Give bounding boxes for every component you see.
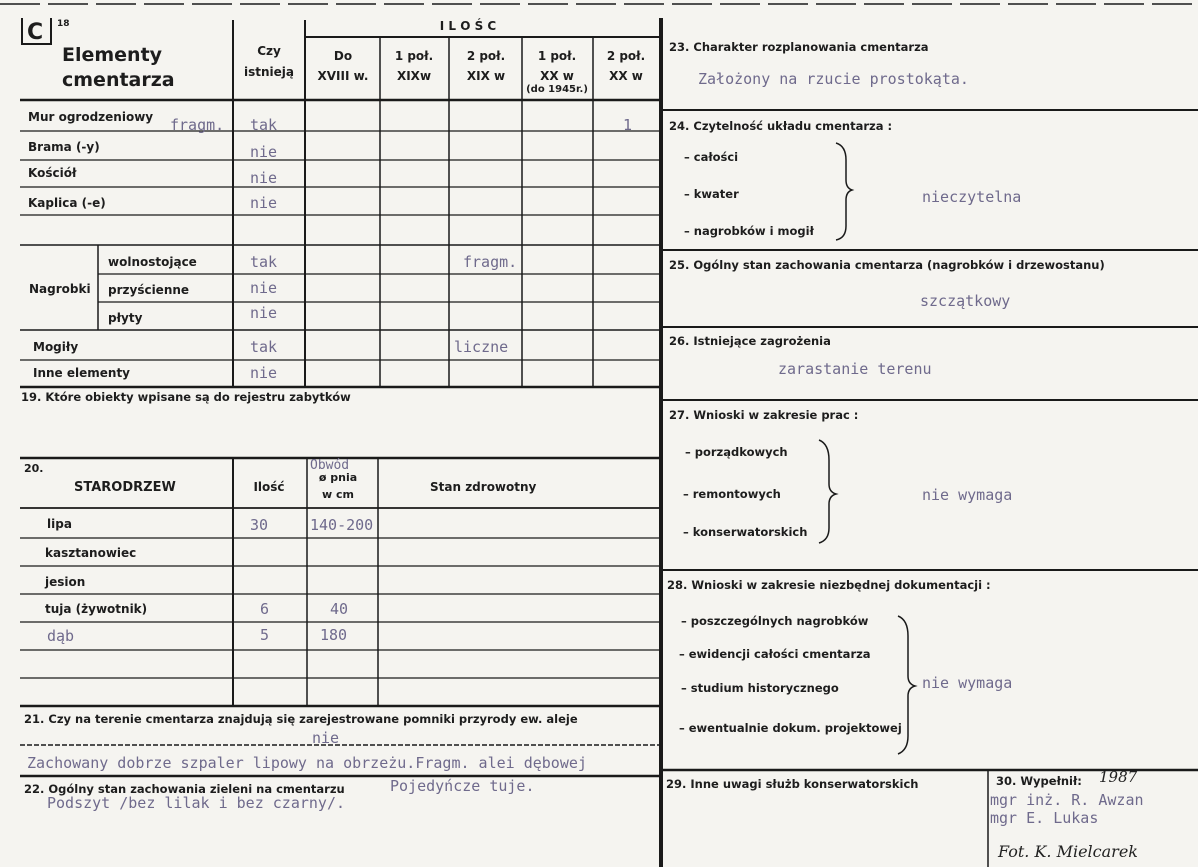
- period-3-line-2: XIX w: [466, 69, 506, 83]
- row-wall-exists: tak: [250, 116, 278, 134]
- tree-1-qty: 30: [250, 516, 269, 534]
- s21-label: 21. Czy na terenie cmentarza znajdują się zarejestrowane pomniki przyrody ew. aleje: [24, 712, 578, 726]
- tree-2-name: kasztanowiec: [45, 546, 137, 560]
- s27-answer: nie wymaga: [922, 486, 1013, 504]
- tree-4-name: tuja (żywotnik): [45, 602, 148, 616]
- row-wall-period-5: 1: [623, 116, 633, 134]
- period-4-line-2: XX w: [540, 69, 574, 83]
- row-graves-exists: tak: [250, 338, 278, 356]
- tree-5-girth: 180: [320, 626, 348, 644]
- s22-text-1: Pojedyńcze tuje.: [390, 777, 535, 795]
- period-2-line-2: XIXw: [396, 69, 432, 83]
- s28-item-1: – poszczególnych nagrobków: [681, 614, 869, 628]
- row-wall-label: Mur ogrodzeniowy: [28, 110, 154, 124]
- tree-4-girth: 40: [330, 600, 349, 618]
- s28-item-2: – ewidencji całości cmentarza: [679, 647, 871, 661]
- s20-col-girth-typed: Obwód: [310, 458, 350, 473]
- s22-label: 22. Ogólny stan zachowania zieleni na cmentarzu: [24, 782, 345, 796]
- period-5-line-2: XX w: [609, 69, 643, 83]
- s24-answer: nieczytelna: [922, 188, 1022, 206]
- s28-label: 28. Wnioski w zakresie niezbędnej dokumentacji :: [667, 578, 991, 592]
- s24-item-1: – całości: [684, 150, 739, 164]
- s28-item-3: – studium historycznego: [681, 681, 839, 695]
- period-3-line-1: 2 poł.: [466, 49, 506, 63]
- s25-answer: szczątkowy: [920, 292, 1011, 310]
- col-quantity: I L O Ś C: [439, 19, 497, 33]
- row-church-exists: nie: [250, 169, 278, 187]
- s19-label: 19. Które obiekty wpisane są do rejestru zabytków: [21, 390, 351, 404]
- row-gate-exists: nie: [250, 143, 278, 161]
- period-2-line-1: 1 poł.: [394, 49, 434, 63]
- tree-5-name: dąb: [47, 627, 75, 645]
- tree-1-girth: 140-200: [310, 516, 374, 534]
- s23-answer: Założony na rzucie prostokąta.: [698, 70, 969, 88]
- brace-27: [819, 440, 836, 543]
- period-4-line-3: (do 1945r.): [526, 84, 588, 95]
- period-1-line-1: Do: [333, 49, 353, 63]
- row-graves-period-3: liczne: [454, 338, 509, 356]
- s30-label: 30. Wypełnił:: [996, 774, 1082, 788]
- row-freestanding-exists: tak: [250, 253, 278, 271]
- tree-1-name: lipa: [47, 517, 72, 531]
- s24-item-2: – kwater: [684, 187, 739, 201]
- row-chapel-exists: nie: [250, 194, 278, 212]
- photo-signature: Fot. K. Mielcarek: [998, 842, 1138, 861]
- s20-col-girth-2: w cm: [322, 488, 354, 501]
- period-1-line-2: XVIII w.: [317, 69, 369, 83]
- col-exists-2: istnieją: [244, 65, 294, 79]
- row-wall-mounted-exists: nie: [250, 279, 278, 297]
- col-exists-1: Czy: [257, 44, 281, 58]
- s20-number: 20.: [24, 462, 44, 475]
- title-line-2: cmentarza: [62, 69, 175, 91]
- s30-year: 1987: [1099, 768, 1138, 786]
- s28-answer: nie wymaga: [922, 674, 1013, 692]
- s20-title: STARODRZEW: [74, 480, 176, 495]
- row-tombstones-label: Nagrobki: [29, 282, 91, 296]
- s27-label: 27. Wnioski w zakresie prac :: [669, 408, 859, 422]
- s30-person-2: mgr E. Lukas: [990, 809, 1099, 827]
- tree-4-qty: 6: [260, 600, 270, 618]
- row-chapel-label: Kaplica (-e): [28, 196, 106, 210]
- s28-item-4: – ewentualnie dokum. projektowej: [679, 721, 902, 735]
- s27-item-1: – porządkowych: [685, 445, 788, 459]
- s24-item-3: – nagrobków i mogił: [684, 224, 814, 238]
- s22-text-2: Podszyt /bez lilak i bez czarny/.: [47, 794, 346, 812]
- s26-answer: zarastanie terenu: [778, 360, 932, 378]
- s21-note: Zachowany dobrze szpaler lipowy na obrzeżu.Fragm. alei dębowej: [27, 754, 587, 772]
- s29-label: 29. Inne uwagi służb konserwatorskich: [666, 777, 919, 791]
- s20-col-health: Stan zdrowotny: [430, 480, 537, 494]
- s30-person-1: mgr inż. R. Awzan: [990, 791, 1144, 809]
- s26-label: 26. Istniejące zagrożenia: [669, 334, 831, 348]
- s23-label: 23. Charakter rozplanowania cmentarza: [669, 40, 929, 54]
- row-freestanding-period-3: fragm.: [463, 253, 518, 271]
- s20-col-qty: Ilość: [253, 480, 285, 494]
- s25-label: 25. Ogólny stan zachowania cmentarza (nagrobków i drzewostanu): [669, 258, 1105, 272]
- period-4-line-1: 1 poł.: [537, 49, 577, 63]
- s24-label: 24. Czytelność układu cmentarza :: [669, 119, 893, 133]
- s20-col-girth-1: ø pnia: [318, 471, 358, 484]
- brace-24: [836, 143, 852, 240]
- row-slabs-label: płyty: [108, 311, 143, 325]
- s21-answer: nie: [312, 729, 340, 747]
- title-line-1: Elementy: [62, 44, 163, 66]
- row-other-label: Inne elementy: [33, 366, 131, 380]
- tree-5-qty: 5: [260, 626, 270, 644]
- row-gate-label: Brama (-y): [28, 140, 100, 154]
- period-5-line-1: 2 poł.: [606, 49, 646, 63]
- form-number: 18: [57, 19, 70, 29]
- row-other-exists: nie: [250, 364, 278, 382]
- form-letter: C: [27, 20, 44, 45]
- row-wall-note: fragm.: [170, 116, 225, 134]
- tree-3-name: jesion: [45, 575, 86, 589]
- row-slabs-exists: nie: [250, 304, 278, 322]
- s27-item-2: – remontowych: [683, 487, 781, 501]
- row-wall-mounted-label: przyścienne: [108, 283, 190, 297]
- row-graves-label: Mogiły: [33, 340, 79, 354]
- s27-item-3: – konserwatorskich: [683, 525, 808, 539]
- row-freestanding-label: wolnostojące: [108, 255, 197, 269]
- row-church-label: Kościół: [28, 166, 77, 180]
